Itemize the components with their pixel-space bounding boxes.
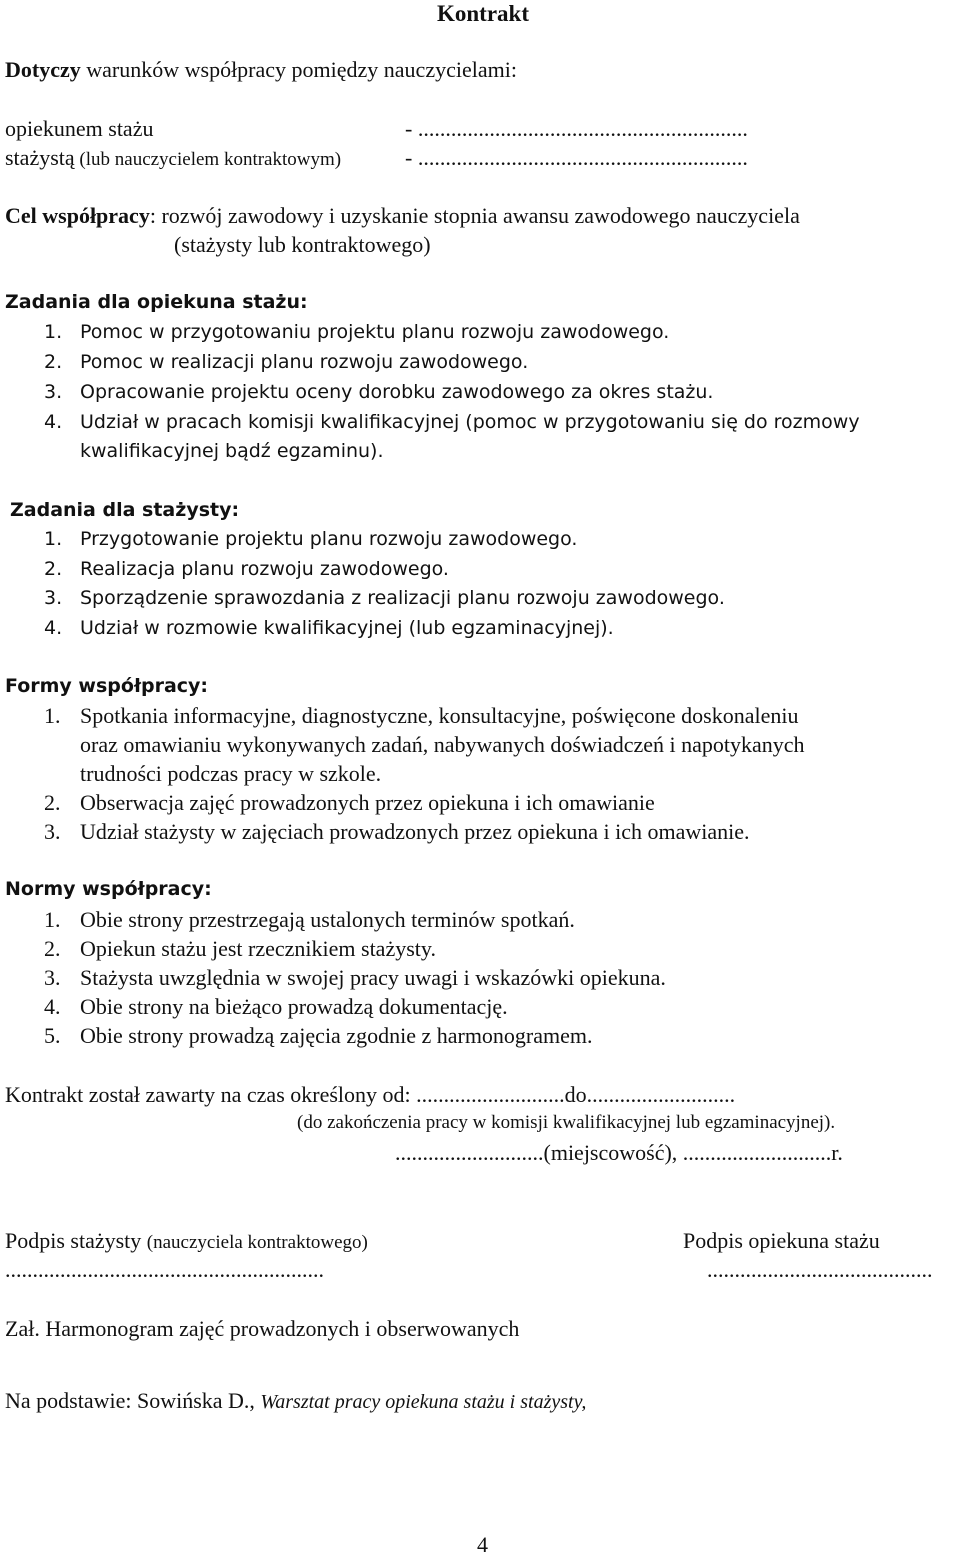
intro-line: [5, 59, 517, 81]
signature-trainee-label: Podpis stażysty (nauczyciela kontraktowego): [5, 1228, 368, 1253]
intro-rest: warunków współpracy pomiędzy nauczycielami:: [80, 57, 517, 82]
norm-1: 1. Obie strony przestrzegają ustalonych terminów spotkań.: [44, 907, 575, 932]
mentor-tasks-heading: Zadania dla opiekuna stażu:: [5, 291, 308, 313]
signature-mentor-blank: .........................................: [707, 1257, 933, 1282]
goal-text: : rozwój zawodowy i uzyskanie stopnia awansu zawodowego nauczyciela: [149, 203, 800, 228]
norm-5: 5. Obie strony prowadzą zajęcia zgodnie z harmonogramem.: [44, 1023, 593, 1048]
norm-4: 4. Obie strony na bieżąco prowadzą dokumentację.: [44, 994, 508, 1019]
goal-line-2: (stażysty lub kontraktowego): [174, 232, 431, 257]
source-note: Na podstawie: Sowińska D., Warsztat pracy opiekuna stażu i stażysty,: [5, 1388, 587, 1413]
forms-heading: Formy współpracy:: [5, 675, 209, 697]
trainee-task-1: 1. Przygotowanie projektu planu rozwoju zawodowego.: [44, 528, 578, 550]
intro-bold: Dotyczy: [5, 57, 81, 82]
form-1: 1. Spotkania informacyjne, diagnostyczne, konsultacyjne, poświęcone doskonaleniu: [44, 703, 799, 728]
document-title: Kontrakt: [437, 1, 529, 26]
form-1-cont-2: trudności podczas pracy w szkole.: [80, 761, 382, 786]
signature-trainee-blank: ..........................................................: [5, 1257, 324, 1282]
form-3: 3. Udział stażysty w zajęciach prowadzonych przez opiekuna i ich omawianie.: [44, 819, 750, 844]
form-2: 2. Obserwacja zajęć prowadzonych przez opiekuna i ich omawianie: [44, 790, 655, 815]
attachment-note: Zał. Harmonogram zajęć prowadzonych i obserwowanych: [5, 1316, 520, 1341]
norm-2: 2. Opiekun stażu jest rzecznikiem stażysty.: [44, 936, 436, 961]
term-note: (do zakończenia pracy w komisji kwalifikacyjnej lub egzaminacyjnej).: [297, 1112, 836, 1133]
mentor-task-4: 4. Udział w pracach komisji kwalifikacyjnej (pomoc w przygotowaniu się do rozmowy: [44, 411, 860, 433]
place-date-line: ...........................(miejscowość), ...........................r.: [395, 1140, 843, 1165]
norm-3: 3. Stażysta uwzględnia w swojej pracy uwagi i wskazówki opiekuna.: [44, 965, 666, 990]
party-mentor-label: opiekunem stażu: [5, 116, 154, 141]
trainee-task-3: 3. Sporządzenie sprawozdania z realizacji planu rozwoju zawodowego.: [44, 587, 725, 609]
form-1-cont-1: oraz omawianiu wykonywanych zadań, nabywanych doświadczeń i napotykanych: [80, 732, 805, 757]
mentor-task-4-cont: kwalifikacyjnej bądź egzaminu).: [80, 440, 384, 462]
party-trainee-main: stażystą: [5, 145, 75, 170]
party-mentor-blank: - ............................................................: [405, 116, 748, 141]
signature-mentor-label: Podpis opiekuna stażu: [683, 1228, 880, 1253]
goal-line-1: [5, 205, 800, 227]
term-line: Kontrakt został zawarty na czas określony od: ...........................do...........................: [5, 1082, 736, 1107]
mentor-task-1: 1. Pomoc w przygotowaniu projektu planu rozwoju zawodowego.: [44, 321, 670, 343]
party-trainee-label: [5, 147, 341, 169]
trainee-task-4: 4. Udział w rozmowie kwalifikacyjnej (lub egzaminacyjnej).: [44, 617, 614, 639]
trainee-task-2: 2. Realizacja planu rozwoju zawodowego.: [44, 558, 449, 580]
party-trainee-note: (lub nauczycielem kontraktowym): [74, 149, 342, 170]
mentor-task-2: 2. Pomoc w realizacji planu rozwoju zawodowego.: [44, 351, 529, 373]
party-trainee-blank: - ............................................................: [405, 145, 748, 170]
trainee-tasks-heading: Zadania dla stażysty:: [10, 499, 240, 521]
source-title: Warsztat pracy opiekuna stażu i stażysty,: [260, 1391, 587, 1413]
mentor-task-3: 3. Opracowanie projektu oceny dorobku zawodowego za okres stażu.: [44, 381, 714, 403]
page-number: 4: [477, 1532, 488, 1557]
goal-bold: Cel współpracy: [5, 203, 150, 228]
norms-heading: Normy współpracy:: [5, 878, 212, 900]
